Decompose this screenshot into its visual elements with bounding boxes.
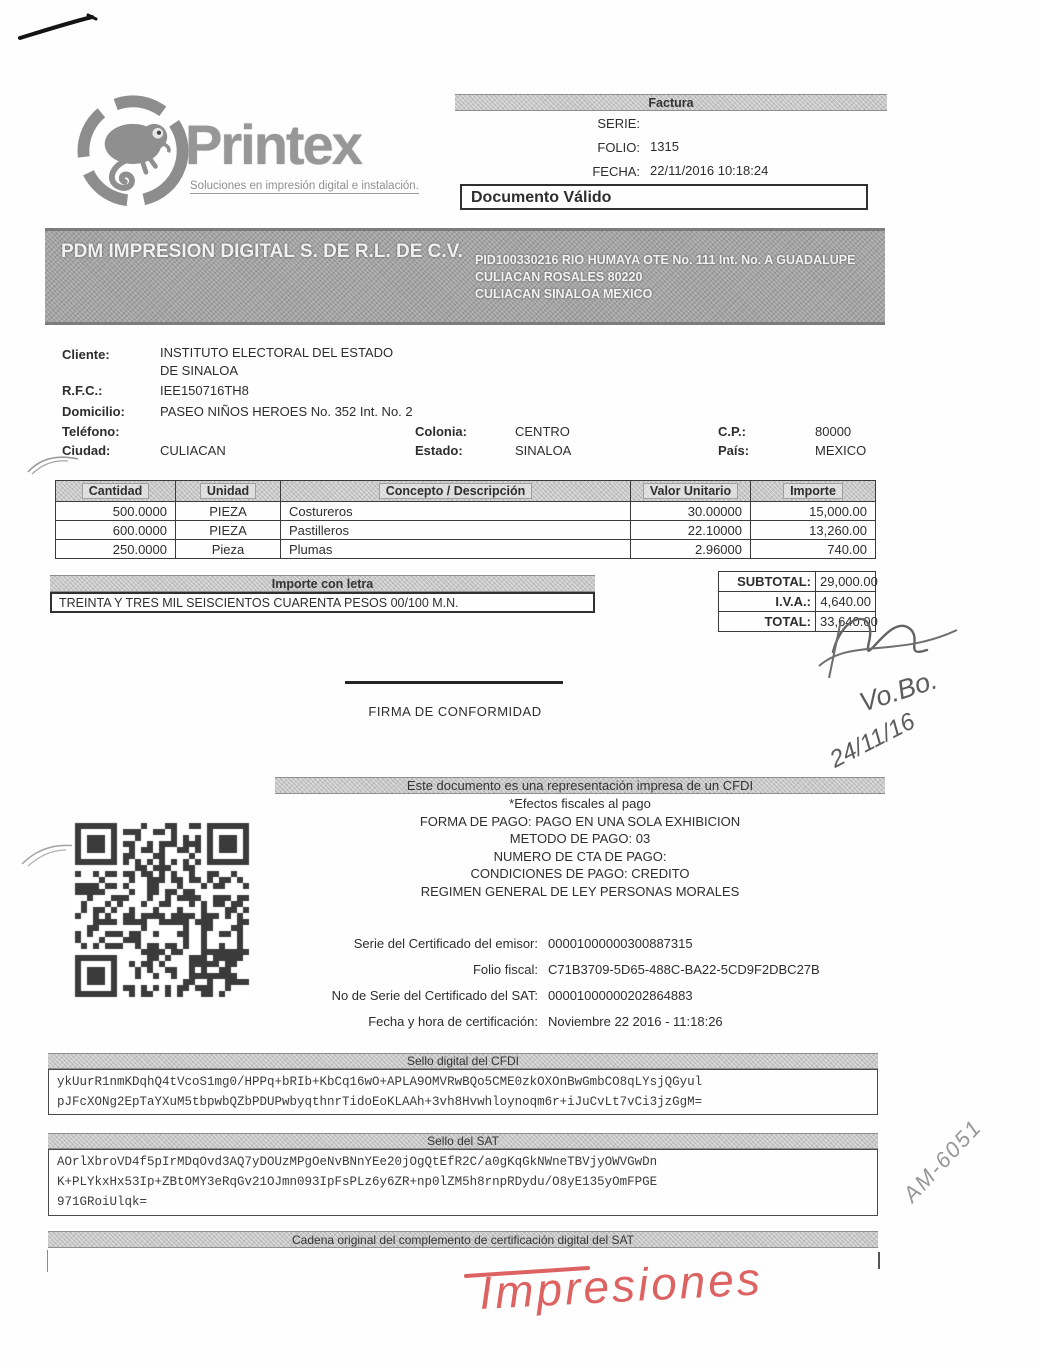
cell-concepto: Plumas bbox=[281, 540, 631, 559]
estado-label: Estado: bbox=[415, 443, 463, 458]
total-label: TOTAL: bbox=[719, 612, 816, 632]
subtotal-row bbox=[719, 572, 876, 592]
cell-cantidad: 600.0000 bbox=[56, 521, 176, 540]
brand-tagline: Soluciones en impresión digital e instalación. bbox=[190, 180, 419, 192]
factura-band: Factura bbox=[455, 94, 887, 111]
sello-sat-line: K+PLYkxHx53Ip+ZBtOMY3eRqGv21OJmn093IpFsPLz6y6ZR+np0lZM5h8rnpRDydu/O8yE135yOmFPGE bbox=[57, 1175, 658, 1189]
page-edge-tick-right bbox=[878, 1252, 880, 1269]
cp-value: 80000 bbox=[815, 424, 852, 439]
col-header-unidad: Unidad bbox=[176, 481, 281, 502]
printex-chameleon-logo-icon bbox=[74, 92, 192, 210]
rfc-value: IEE150716TH8 bbox=[160, 383, 249, 398]
total-value: 33,640.00 bbox=[816, 612, 876, 632]
colonia-value: CENTRO bbox=[515, 424, 570, 439]
cell-unidad: PIEZA bbox=[176, 521, 281, 540]
cell-importe: 13,260.00 bbox=[751, 521, 876, 540]
cell-cantidad: 250.0000 bbox=[56, 540, 176, 559]
serie-label: SERIE: bbox=[597, 116, 640, 131]
cfdi-line: REGIMEN GENERAL DE LEY PERSONAS MORALES bbox=[420, 883, 740, 899]
sello-cfdi-box bbox=[48, 1069, 878, 1115]
importe-con-letra-band: Importe con letra bbox=[50, 575, 595, 592]
sello-sat-band: Sello del SAT bbox=[48, 1133, 878, 1149]
telefono-label: Teléfono: bbox=[62, 424, 120, 439]
issuer-address-line: CULIACAN ROSALES 80220 bbox=[475, 270, 643, 284]
brand-name: Printex bbox=[185, 113, 361, 176]
cert-label: No de Serie del Certificado del SAT: bbox=[331, 988, 538, 1003]
cfdi-band: Este documento es una representación impresa de un CFDI bbox=[275, 777, 885, 794]
sello-sat-line: 971GRoiUlqk= bbox=[57, 1195, 148, 1209]
vobo-text: Vo.Bo. bbox=[855, 664, 941, 718]
subtotal-label: SUBTOTAL: bbox=[719, 572, 816, 592]
sello-sat-line: AOrlXbroVD4f5pIrMDqOvd3AQ7yDOUzMPgOeNvBNnYEe20jOgQtEfR2C/a0gKqGkNWneTBVjyOWVGwDn bbox=[57, 1155, 658, 1169]
folio-value: 1315 bbox=[650, 139, 679, 154]
issuer-address-line: CULIACAN SINALOA MEXICO bbox=[475, 287, 653, 301]
sello-cfdi-line: pJFcXONg2EpTaYXuM5tbpwbQZbPDUPwbyqthnrTidoEoKLAAh+3vh8Hvwhloynoqm6r+iJuCvLt7vCi3jzGgM= bbox=[57, 1095, 703, 1109]
cell-concepto: Costureros bbox=[281, 502, 631, 521]
col-header-importe: Importe bbox=[751, 481, 876, 502]
cfdi-line: *Efectos fiscales al pago bbox=[509, 796, 651, 811]
cliente-value-line1: INSTITUTO ELECTORAL DEL ESTADO bbox=[160, 345, 394, 360]
handwritten-approval-signature bbox=[805, 600, 1035, 785]
iva-label: I.V.A.: bbox=[719, 592, 816, 612]
issuer-name: PDM IMPRESION DIGITAL S. DE R.L. DE C.V. bbox=[61, 241, 463, 262]
cell-valor-unitario: 22.10000 bbox=[631, 521, 751, 540]
cert-label: Serie del Certificado del emisor: bbox=[353, 936, 538, 951]
table-row bbox=[56, 540, 876, 559]
cell-valor-unitario: 30.00000 bbox=[631, 502, 751, 521]
items-table-header-row bbox=[56, 481, 876, 502]
pais-label: País: bbox=[718, 443, 750, 458]
table-row bbox=[56, 502, 876, 521]
cell-importe: 15,000.00 bbox=[751, 502, 876, 521]
cp-label: C.P.: bbox=[718, 424, 746, 439]
sello-cfdi-line: ykUurR1nmKDqhQ4tVcoS1mg0/HPPq+bRIb+KbCq16wO+APLA9OMVRwBQo5CME0zkOXOnBwGmbCO8qLYsjQGyul bbox=[57, 1075, 703, 1089]
pencil-arc-mark bbox=[22, 448, 92, 478]
fecha-value: 22/11/2016 10:18:24 bbox=[650, 163, 769, 178]
subtotal-value: 29,000.00 bbox=[816, 572, 876, 592]
pencil-margin-note: AM-6051 bbox=[898, 1114, 987, 1208]
domicilio-label: Domicilio: bbox=[62, 404, 125, 419]
cfdi-line: NUMERO DE CTA DE PAGO: bbox=[493, 848, 667, 864]
cert-value: 00001000000300887315 bbox=[548, 936, 693, 951]
cell-cantidad: 500.0000 bbox=[56, 502, 176, 521]
cell-importe: 740.00 bbox=[751, 540, 876, 559]
colonia-label: Colonia: bbox=[415, 424, 467, 439]
documento-valido-box: Documento Válido bbox=[460, 184, 868, 210]
cliente-value-line2: DE SINALOA bbox=[160, 363, 239, 378]
vobo-date: 24/11/16 bbox=[825, 707, 920, 774]
table-row bbox=[56, 521, 876, 540]
cert-value: Noviembre 22 2016 - 11:18:26 bbox=[548, 1014, 723, 1029]
col-header-cantidad: Cantidad bbox=[56, 481, 176, 502]
pen-stroke-top-left bbox=[8, 6, 108, 46]
ciudad-value: CULIACAN bbox=[160, 443, 226, 458]
cell-valor-unitario: 2.96000 bbox=[631, 540, 751, 559]
ciudad-label: Ciudad: bbox=[62, 443, 111, 458]
page-edge-tick-left bbox=[47, 1250, 48, 1272]
qr-code bbox=[72, 820, 252, 1000]
issuer-address-line: PID100330216 RIO HUMAYA OTE No. 111 Int. No. A GUADALUPE bbox=[475, 253, 856, 267]
col-header-concepto: Concepto / Descripción bbox=[281, 481, 631, 502]
cell-unidad: Pieza bbox=[176, 540, 281, 559]
sello-cfdi-band: Sello digital del CFDI bbox=[48, 1053, 878, 1069]
col-header-valor-unitario: Valor Unitario bbox=[631, 481, 751, 502]
items-table bbox=[55, 480, 876, 559]
cell-unidad: PIEZA bbox=[176, 502, 281, 521]
signature-line bbox=[345, 681, 563, 684]
importe-con-letra-text: TREINTA Y TRES MIL SEISCIENTOS CUARENTA PESOS 00/100 M.N. bbox=[50, 592, 595, 613]
folio-label: FOLIO: bbox=[597, 140, 640, 155]
cfdi-line: CONDICIONES DE PAGO: CREDITO bbox=[470, 866, 690, 881]
cfdi-line: METODO DE PAGO: 03 bbox=[509, 831, 651, 846]
cadena-band: Cadena original del complemento de certificación digital del SAT bbox=[48, 1231, 878, 1248]
estado-value: SINALOA bbox=[515, 443, 572, 458]
fecha-label: FECHA: bbox=[592, 164, 640, 179]
cliente-label: Cliente: bbox=[62, 347, 110, 362]
cert-label: Folio fiscal: bbox=[472, 962, 538, 977]
cert-label: Fecha y hora de certificación: bbox=[368, 1014, 538, 1029]
rfc-label: R.F.C.: bbox=[62, 383, 103, 398]
red-handwritten-note: Impresiones bbox=[478, 1252, 764, 1319]
cert-value: 00001000000202864883 bbox=[548, 988, 693, 1003]
signature-caption: FIRMA DE CONFORMIDAD bbox=[368, 704, 542, 719]
iva-value: 4,640.00 bbox=[816, 592, 876, 612]
issuer-band bbox=[45, 228, 885, 325]
sello-sat-box bbox=[48, 1149, 878, 1216]
cert-value: C71B3709-5D65-488C-BA22-5CD9F2DBC27B bbox=[548, 962, 820, 977]
domicilio-value: PASEO NIÑOS HEROES No. 352 Int. No. 2 bbox=[160, 404, 413, 419]
pais-value: MEXICO bbox=[815, 443, 867, 458]
cfdi-line: FORMA DE PAGO: PAGO EN UNA SOLA EXHIBICION bbox=[419, 813, 741, 829]
cell-concepto: Pastilleros bbox=[281, 521, 631, 540]
